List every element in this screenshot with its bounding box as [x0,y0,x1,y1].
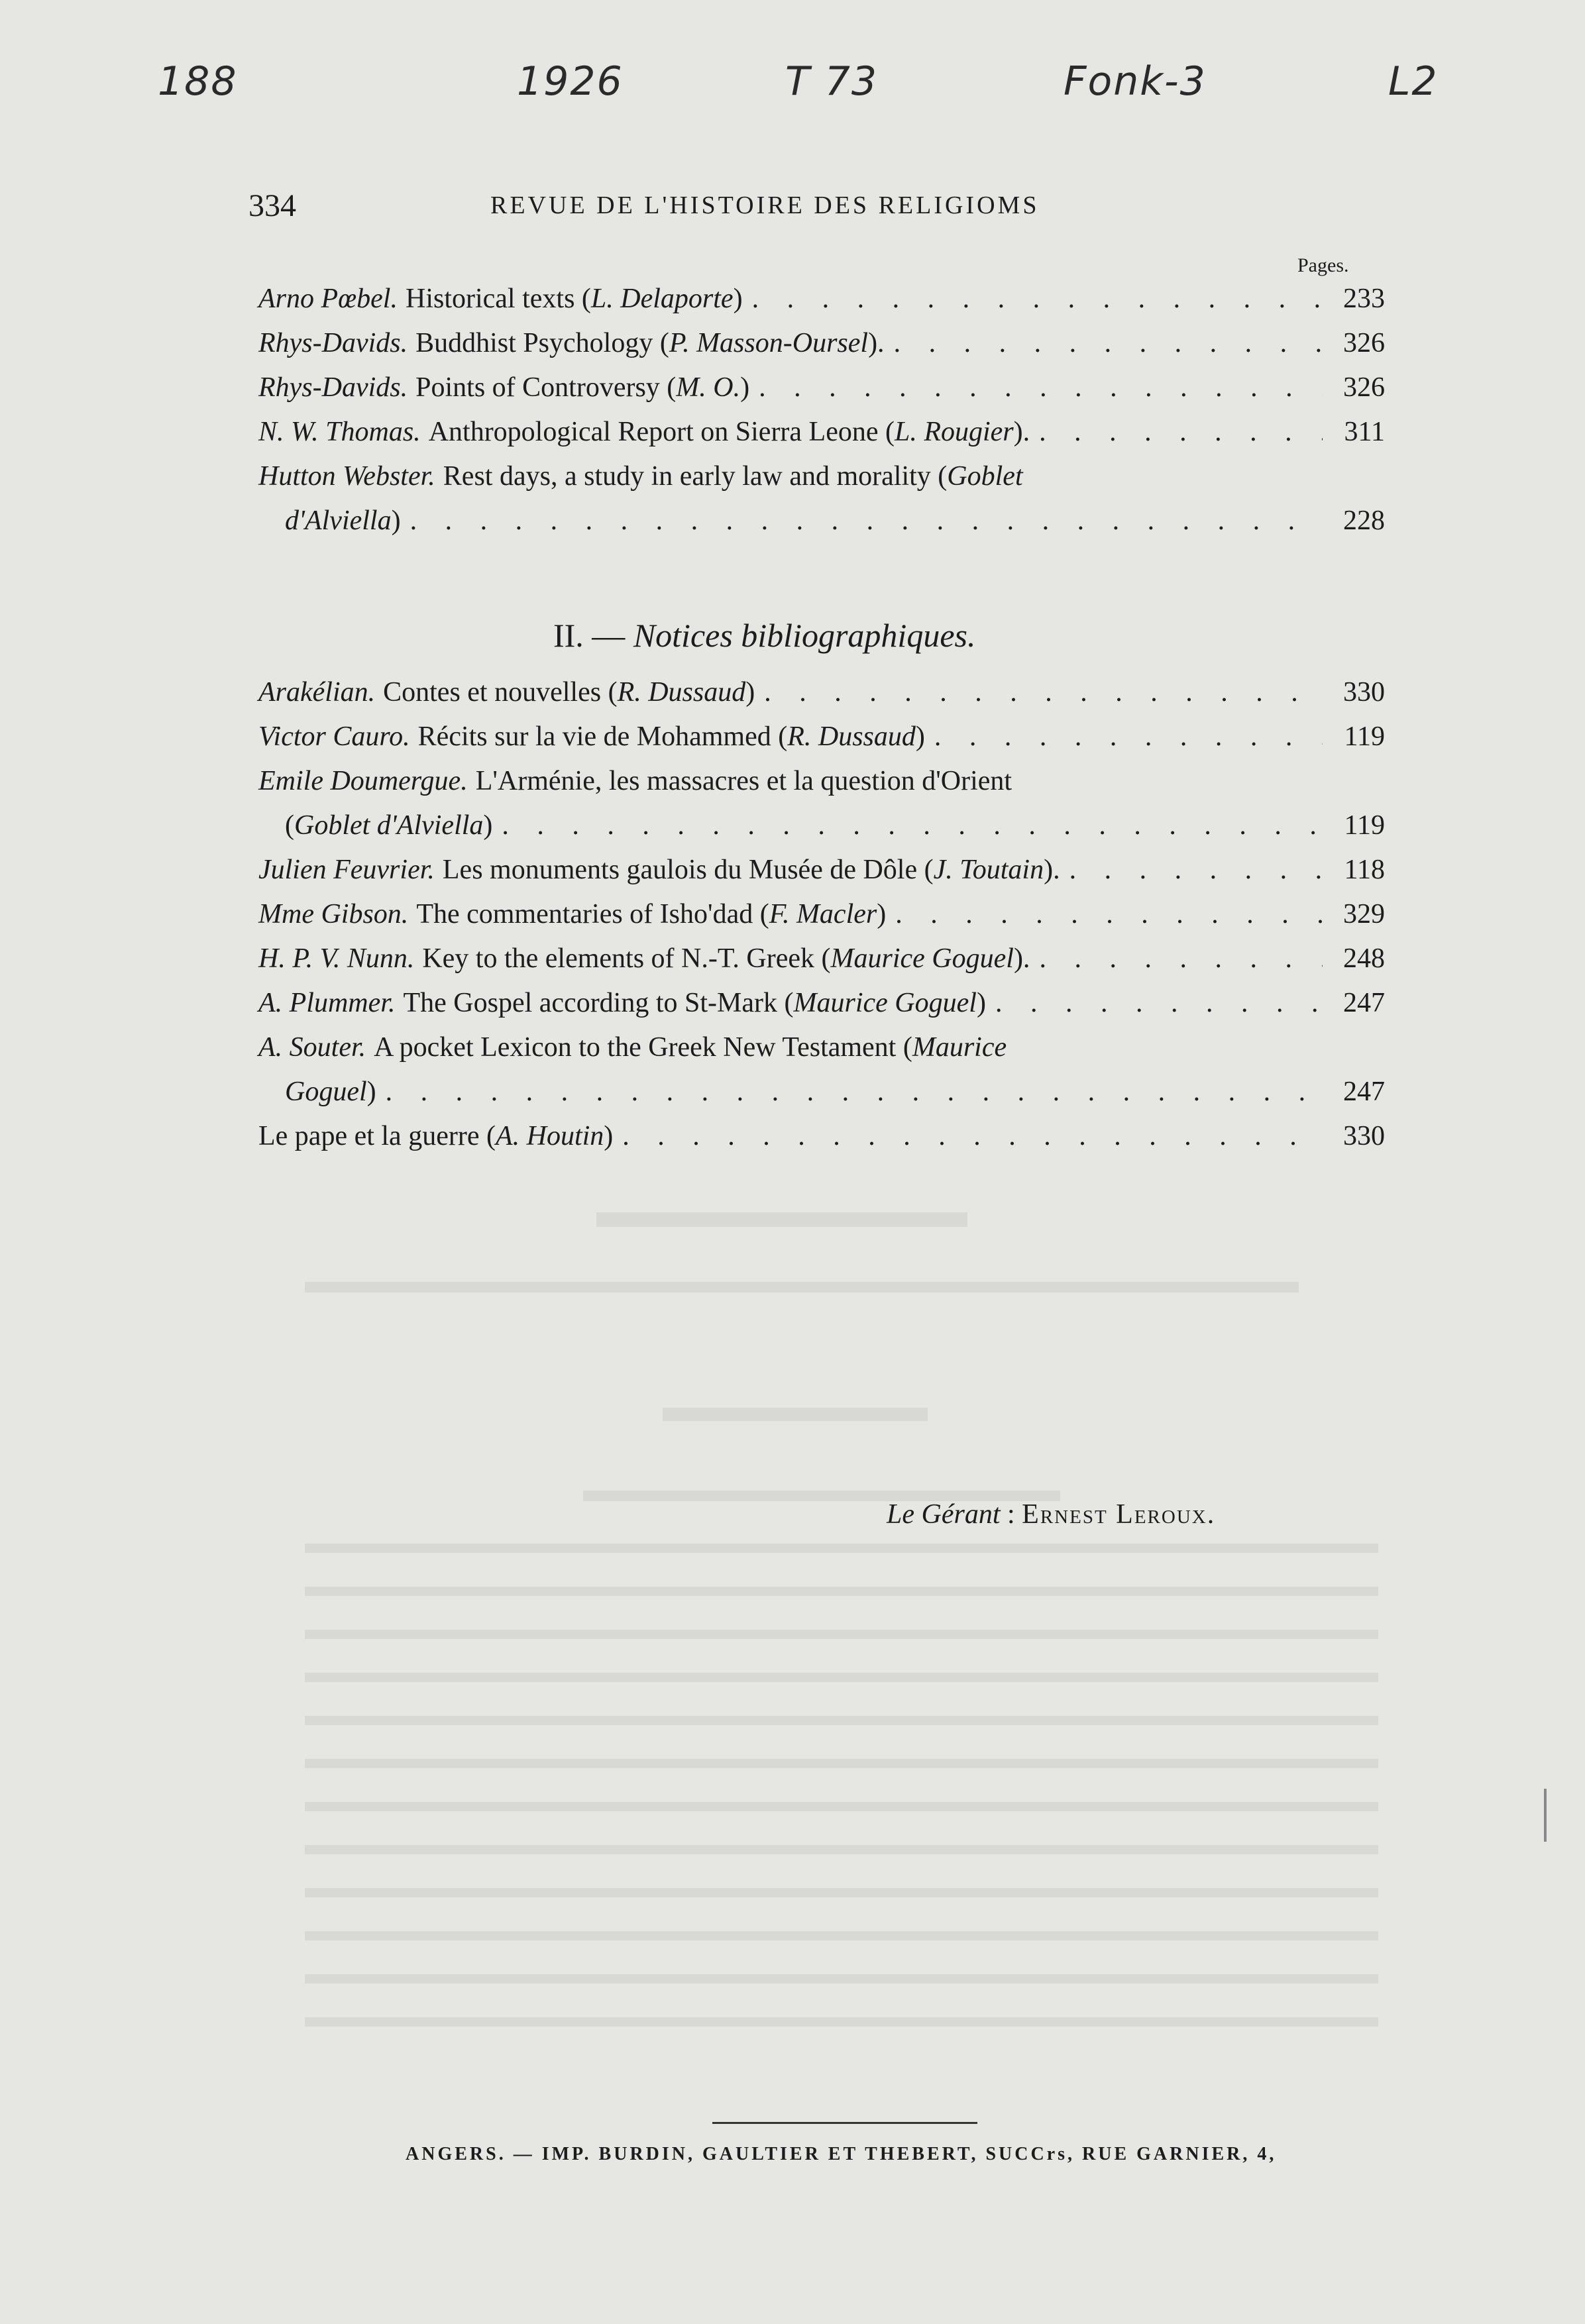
page-ref: 119 [1344,810,1385,841]
dot-leader [502,804,1323,848]
pages-column-label: Pages. [1297,254,1349,276]
page-ref: 247 [1343,988,1385,1018]
list-item: Julien Feuvrier. Les monuments gaulois du Musée de Dôle ( J. Toutain ). . . . 118 [258,848,1385,892]
dot-leader [894,321,1323,366]
page-ref: 118 [1344,855,1385,885]
entry-list-1 [258,277,1385,543]
list-item: Emile Doumergue. L'Arménie, les massacres et la question d'Orient ( Goblet d'Alviella ) . . . 119 [258,759,1385,848]
page-ref: 326 [1343,328,1385,358]
page-ref: 248 [1343,943,1385,974]
page-ref: 228 [1343,505,1385,536]
dot-leader [410,499,1323,543]
page-ref: 247 [1343,1077,1385,1107]
divider [712,2122,977,2124]
page-ref: 326 [1343,372,1385,403]
list-item: Victor Cauro. Récits sur la vie de Mohammed ( R. Dussaud ) . . . 119 [258,715,1385,759]
list-item: N. W. Thomas. Anthropological Report on Sierra Leone ( L. Rougier ). . . . 311 [258,410,1385,454]
handwritten-note: L2 [1388,58,1439,105]
page-number: 334 [248,188,296,223]
page-ref: 119 [1344,721,1385,752]
dot-leader [934,715,1323,759]
list-item: Hutton Webster. Rest days, a study in early law and morality (Goblet d'Alviella ) . . . 228 [258,454,1385,543]
running-title: REVUE DE L'HISTOIRE DES RELIGIOMS [490,191,1040,219]
dot-leader [752,277,1323,321]
list-item: Le pape et la guerre ( A. Houtin ) . . . 330 [258,1114,1385,1159]
list-item: A. Souter. A pocket Lexicon to the Greek New Testament (Maurice Goguel ) . . . 247 [258,1026,1385,1114]
dot-leader [764,670,1323,715]
dot-leader [895,892,1323,937]
dot-leader [995,981,1323,1026]
page-ref: 311 [1344,417,1385,447]
dot-leader [1039,937,1323,981]
entry-list-2 [258,670,1385,1159]
handwritten-note: 1926 [517,58,624,105]
list-item: Arno Pœbel. Historical texts ( L. Delaporte ) . . . 233 [258,277,1385,321]
dot-leader [386,1070,1323,1114]
handwritten-note: 188 [158,58,238,105]
dot-leader [1039,410,1323,454]
page-ref: 330 [1343,677,1385,708]
dot-leader [1069,848,1323,892]
section-heading: II. — Notices bibliographiques. [553,617,976,654]
page-ref: 233 [1343,284,1385,314]
list-item: Mme Gibson. The commentaries of Isho'dad ( F. Macler ) . . . 329 [258,892,1385,937]
page-ref: 329 [1343,899,1385,929]
publisher-signature: Le Gérant : Ernest Leroux. [887,1499,1216,1530]
page-ref: 330 [1343,1121,1385,1151]
handwritten-note: T 73 [785,58,879,105]
handwritten-note: Fonk-3 [1064,58,1207,105]
dot-leader [622,1114,1323,1159]
printer-imprint: ANGERS. — IMP. BURDIN, GAULTIER ET THEBERT, SUCCrs, RUE GARNIER, 4, [406,2144,1277,2164]
dot-leader [759,366,1323,410]
list-item: H. P. V. Nunn. Key to the elements of N.-T. Greek ( Maurice Goguel ). . . . 248 [258,937,1385,981]
list-item: Rhys-Davids. Points of Controversy ( M. O. ) . . . 326 [258,366,1385,410]
list-item: Rhys-Davids. Buddhist Psychology ( P. Masson-Oursel ). . . . 326 [258,321,1385,366]
list-item: Arakélian. Contes et nouvelles ( R. Dussaud ) . . . 330 [258,670,1385,715]
list-item: A. Plummer. The Gospel according to St-Mark ( Maurice Goguel ) . . . 247 [258,981,1385,1026]
